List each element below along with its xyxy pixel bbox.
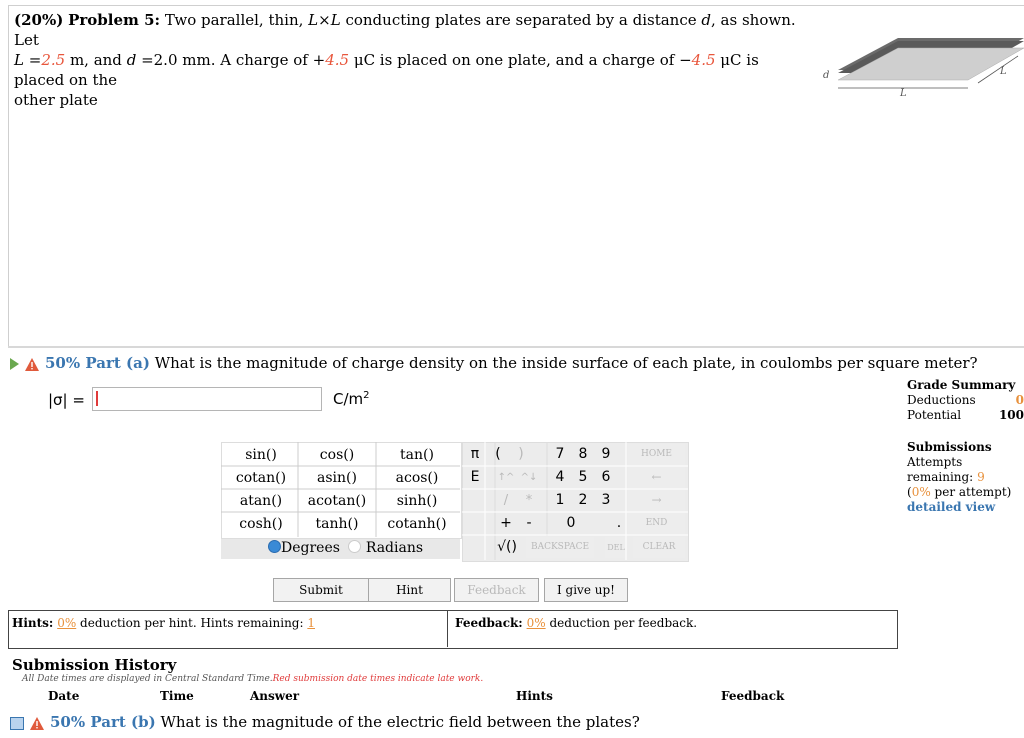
problem-text: conducting plates are separated by a distance: [345, 11, 697, 29]
degrees-label: Degrees: [281, 540, 340, 556]
hint-button[interactable]: Hint: [368, 578, 451, 602]
history-note: [22, 674, 483, 684]
e-key[interactable]: E: [470, 469, 480, 485]
var-L: L: [330, 11, 341, 29]
problem-weight: (20%): [14, 11, 64, 29]
lparen-key[interactable]: (: [495, 446, 501, 462]
seven-key[interactable]: 7: [555, 446, 565, 462]
problem-statement: [14, 10, 804, 110]
part-a-percent: 50% Part (a): [45, 354, 150, 372]
raise-key[interactable]: ↑^: [497, 472, 515, 483]
clear-key[interactable]: CLEAR: [633, 537, 685, 558]
decimal-key[interactable]: .: [616, 515, 622, 531]
pi-key[interactable]: π: [470, 446, 480, 462]
per-attempt-text: per attempt): [930, 485, 1012, 499]
var-d: d: [701, 11, 712, 29]
eight-key[interactable]: 8: [578, 446, 588, 462]
text-caret: [96, 391, 98, 406]
var-d: d: [126, 51, 137, 69]
problem-text: , as shown. Let: [14, 11, 796, 49]
charge-value-1: 4.5: [325, 51, 350, 69]
part-divider: [8, 346, 1024, 348]
times-sign: ×: [318, 11, 331, 29]
problem-text: Two parallel, thin,: [164, 11, 304, 29]
L-label: L: [900, 88, 907, 99]
four-key[interactable]: 4: [555, 469, 565, 485]
right-arrow-key[interactable]: →: [628, 490, 685, 511]
submission-history-title: Submission History: [12, 656, 177, 674]
per-attempt-percent: 0%: [911, 485, 931, 499]
detailed-view-link[interactable]: detailed view: [907, 500, 996, 514]
sin-button[interactable]: sin(): [245, 447, 277, 463]
tan-button[interactable]: tan(): [400, 447, 434, 463]
attempts-value: 9: [977, 470, 985, 484]
plus-key[interactable]: +: [500, 515, 512, 531]
end-key[interactable]: END: [628, 513, 685, 534]
nine-key[interactable]: 9: [601, 446, 611, 462]
attempts-label: Attempts remaining:: [907, 455, 974, 484]
backspace-key[interactable]: BACKSPACE: [526, 537, 594, 558]
home-key[interactable]: HOME: [628, 444, 685, 465]
feedback-deduction: 0%: [526, 616, 546, 630]
hints-text: deduction per hint. Hints remaining:: [76, 616, 304, 630]
part-b-header[interactable]: [10, 713, 640, 731]
answer-input[interactable]: [92, 387, 322, 411]
warning-icon: [25, 358, 39, 371]
rparen-key[interactable]: ): [518, 446, 524, 462]
give-up-button[interactable]: I give up!: [544, 578, 628, 602]
part-a-header: [10, 354, 978, 372]
potential-label: Potential: [907, 408, 962, 422]
part-b-icon: [10, 717, 24, 730]
feedback-info: [455, 616, 697, 630]
col-feedback: Feedback: [721, 689, 785, 703]
two-key[interactable]: 2: [578, 492, 588, 508]
col-answer: Answer: [250, 689, 300, 703]
late-note: Red submission date times indicate late work.: [272, 674, 484, 684]
L-value: 2.5: [41, 51, 66, 69]
one-key[interactable]: 1: [555, 492, 565, 508]
degrees-radio[interactable]: [268, 540, 281, 553]
cotanh-button[interactable]: cotanh(): [387, 516, 447, 532]
angle-mode: [268, 540, 423, 556]
hints-remaining: 1: [307, 616, 315, 630]
answer-variable-label: |σ| =: [48, 391, 85, 409]
five-key[interactable]: 5: [578, 469, 588, 485]
atan-button[interactable]: atan(): [239, 493, 283, 509]
problem-text: μC is placed on one plate, and a charge of −: [349, 51, 692, 69]
potential-value: 100: [998, 408, 1024, 422]
part-b-percent: 50% Part (b): [50, 713, 156, 731]
part-b-question: What is the magnitude of the electric field between the plates?: [160, 713, 640, 731]
acotan-button[interactable]: acotan(): [307, 493, 367, 509]
keypad-grid-lines: [462, 442, 688, 560]
sqrt-key[interactable]: √(): [497, 539, 517, 555]
cos-button[interactable]: cos(): [319, 447, 355, 463]
d-value: =2.0 mm. A charge of +: [136, 51, 326, 69]
function-grid-lines: [221, 442, 460, 538]
hints-label: Hints:: [12, 616, 54, 630]
var-L: L: [14, 51, 24, 69]
multiply-key[interactable]: *: [525, 493, 533, 508]
grade-summary: Grade Summary Deductions 0 Potential 100 Submissions Attempts remaining: 9 (0% per attempt) detailed view: [907, 378, 1024, 514]
tanh-button[interactable]: tanh(): [315, 516, 359, 532]
problem-text: m, and: [65, 51, 122, 69]
six-key[interactable]: 6: [601, 469, 611, 485]
col-hints: Hints: [516, 689, 553, 703]
three-key[interactable]: 3: [601, 492, 611, 508]
hint-deduction: 0%: [57, 616, 77, 630]
problem-text: other plate: [14, 91, 98, 109]
col-date: Date: [48, 689, 80, 703]
acos-button[interactable]: acos(): [395, 470, 439, 486]
part-a-question: What is the magnitude of charge density on the inside surface of each plate, in coulombs per square meter?: [154, 354, 978, 372]
grade-summary-title: Grade Summary: [907, 378, 1016, 392]
feedback-text: deduction per feedback.: [545, 616, 698, 630]
var-L: L: [308, 11, 319, 29]
submit-button[interactable]: Submit: [273, 578, 369, 602]
left-arrow-key[interactable]: ←: [628, 467, 685, 488]
lower-key[interactable]: ^↓: [520, 472, 538, 483]
col-time: Time: [160, 689, 194, 703]
hints-divider: [447, 611, 448, 647]
answer-units: [333, 390, 370, 408]
sinh-button[interactable]: sinh(): [396, 493, 438, 509]
radians-radio[interactable]: [348, 540, 361, 553]
cotan-button[interactable]: cotan(): [235, 470, 287, 486]
expand-icon[interactable]: [10, 358, 19, 370]
radians-label: Radians: [365, 540, 424, 556]
charge-value-2: 4.5: [691, 51, 716, 69]
timezone-note: All Date times are displayed in Central Standard Time.: [22, 674, 273, 684]
submissions-title: Submissions: [907, 440, 992, 454]
cosh-button[interactable]: cosh(): [239, 516, 283, 532]
feedback-button[interactable]: Feedback: [454, 578, 539, 602]
feedback-label: Feedback:: [455, 616, 523, 630]
units-text: C/m: [333, 390, 364, 408]
equals: =: [23, 51, 42, 69]
delete-key[interactable]: DEL: [605, 537, 627, 558]
hints-info: [12, 616, 315, 630]
units-exponent: 2: [363, 390, 370, 401]
deductions-value: 0: [1015, 393, 1024, 407]
problem-label: Problem 5:: [68, 11, 161, 29]
d-label: d: [823, 70, 830, 81]
problem-text: μC is placed on the: [14, 51, 759, 89]
deductions-label: Deductions: [907, 393, 976, 407]
zero-key[interactable]: 0: [566, 515, 576, 531]
warning-icon: [30, 717, 44, 730]
parallel-plates-figure: [818, 28, 1024, 100]
minus-key[interactable]: -: [526, 515, 532, 531]
L-label-depth: L: [1000, 66, 1007, 77]
divide-key[interactable]: /: [503, 493, 509, 508]
asin-button[interactable]: asin(): [317, 470, 357, 486]
